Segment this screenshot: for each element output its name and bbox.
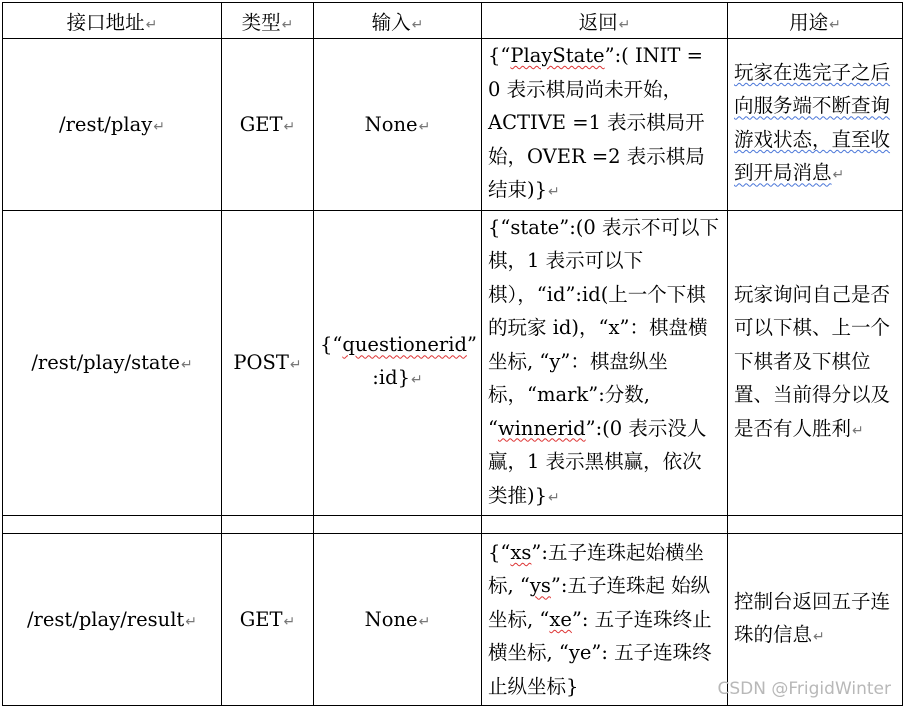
gap-cell — [3, 516, 222, 534]
table-gap-row — [3, 516, 903, 534]
row-returns: {“xs”:五子连珠起始横坐标, “ys”:五子连珠起 始纵坐标, “xe”: 五子连珠终止横坐标, “ye”: 五子连珠终止纵坐标} — [482, 534, 728, 706]
row-input: None↵ — [314, 534, 482, 706]
watermark: CSDN @FrigidWinter — [717, 679, 891, 699]
row-usage: 玩家询问自己是否可以下棋、上一个下棋者及下棋位置、当前得分以及是否有人胜利↵ — [728, 210, 903, 516]
row-usage: 控制台返回五子连珠的信息↵ — [728, 534, 903, 706]
header-type: 类型↵ — [222, 3, 314, 39]
row-type: GET↵ — [222, 534, 314, 706]
row-type: POST↵ — [222, 210, 314, 516]
gap-cell — [222, 516, 314, 534]
gap-cell — [728, 516, 903, 534]
row-returns: {“state”:(0 表示不可以下棋，1 表示可以下棋），“id”:id(上一个下棋的玩家 id)，“x”：棋盘横坐标, “y”：棋盘纵坐标，“mark”:分数, “winnerid”:(0 表示没人赢，1 表示黑棋赢，依次类推)}↵ — [482, 210, 728, 516]
gap-cell — [314, 516, 482, 534]
row-type: GET↵ — [222, 39, 314, 211]
header-row — [3, 3, 903, 39]
header-usage: 用途↵ — [728, 3, 903, 39]
row-address: /rest/play/state↵ — [3, 210, 222, 516]
row-address: /rest/play↵ — [3, 39, 222, 211]
table-row — [3, 210, 903, 516]
row-returns: {“PlayState”:( INIT = 0 表示棋局尚未开始，ACTIVE =1 表示棋局开始，OVER =2 表示棋局结束)}↵ — [482, 39, 728, 211]
row-input: {“questionerid” :id}↵ — [314, 210, 482, 516]
table-row — [3, 39, 903, 211]
gap-cell — [482, 516, 728, 534]
row-input: None↵ — [314, 39, 482, 211]
header-address: 接口地址↵ — [3, 3, 222, 39]
api-table — [2, 2, 903, 706]
row-address: /rest/play/result↵ — [3, 534, 222, 706]
header-returns: 返回↵ — [482, 3, 728, 39]
header-input: 输入↵ — [314, 3, 482, 39]
row-usage: 玩家在选完子之后向服务端不断查询游戏状态，直至收到开局消息↵ — [728, 39, 903, 211]
